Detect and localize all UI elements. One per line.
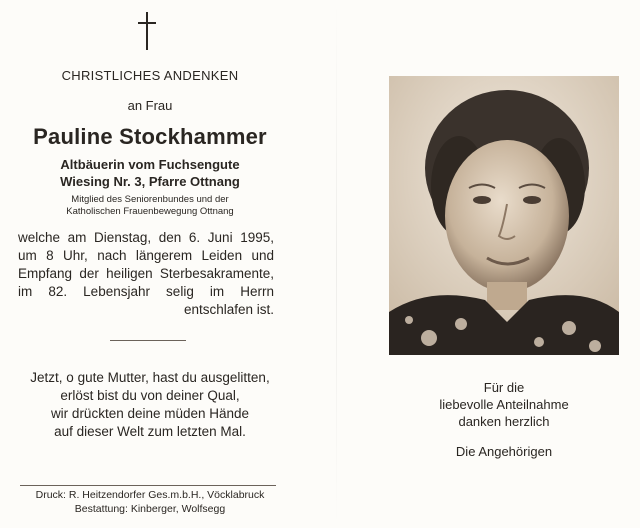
cross-icon [136,12,158,50]
poem-line-3: wir drückten deine müden Hände [50,406,250,421]
poem-line-1: Jetzt, o gute Mutter, hast du ausgelitten, [30,370,270,385]
thanks-line-1: Für die [483,380,525,395]
death-text-line-4: im 82. Lebensjahr selig im Herrn [18,284,274,299]
left-panel [0,0,300,528]
death-text-line-5: entschlafen ist. [183,302,274,317]
portrait-illustration [389,76,619,355]
card-fold [336,0,337,528]
portrait-photo [389,76,619,355]
member-line-1: Mitglied des Seniorenbundes und der [71,194,229,205]
deceased-name: Pauline Stockhammer [33,124,267,149]
subtitle-line-1: Altbäuerin vom Fuchsengute [60,157,240,172]
death-text-line-3: Empfang der heiligen Sterbesakramente, [18,266,274,281]
footer-divider [20,485,276,486]
divider [110,340,186,341]
poem-line-4: auf dieser Welt zum letzten Mal. [54,424,246,439]
thanks-line-3: danken herzlich [458,414,550,429]
death-text-line-2: um 8 Uhr, nach längerem Leiden und [18,248,274,263]
printer-credit: Druck: R. Heitzendorfer Ges.m.b.H., Vöcklabruck [35,489,265,501]
funeral-credit: Bestattung: Kinberger, Wolfsegg [74,503,226,515]
member-line-2: Katholischen Frauenbewegung Ottnang [66,206,234,217]
salutation: an Frau [127,98,173,113]
thanks-line-2: liebevolle Anteilnahme [439,397,569,412]
subtitle-line-2: Wiesing Nr. 3, Pfarre Ottnang [60,174,240,189]
poem-line-2: erlöst bist du von deiner Qual, [60,388,240,403]
heading: CHRISTLICHES ANDENKEN [61,68,239,83]
death-text-line-1: welche am Dienstag, den 6. Juni 1995, [18,230,274,245]
signature: Die Angehörigen [455,444,553,459]
